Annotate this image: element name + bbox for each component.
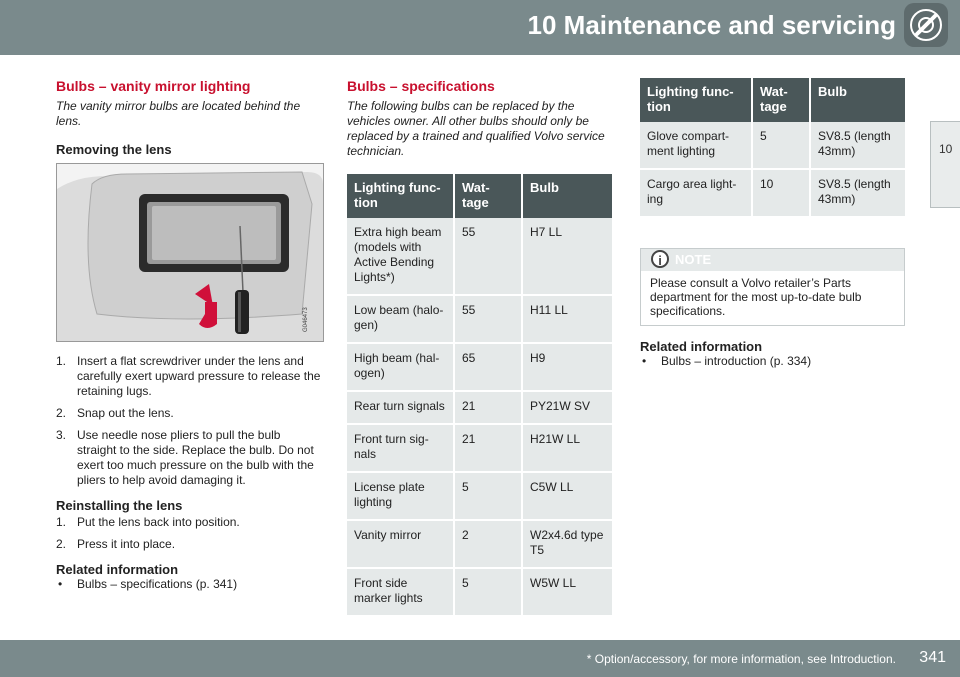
column-header: Lighting func- tion [640, 78, 753, 122]
page-footer [0, 640, 960, 677]
table-cell: H21W LL [523, 425, 612, 473]
table-row [347, 473, 612, 521]
table-row [347, 569, 612, 617]
table-header-row [640, 78, 905, 122]
table-header-row [347, 174, 612, 218]
bulb-spec-table-continued [640, 78, 905, 218]
related-heading-left: Related information [56, 562, 179, 577]
page-number: 341 [919, 649, 946, 666]
table-cell: H7 LL [523, 218, 612, 296]
table-row [347, 218, 612, 296]
column-header: Bulb [523, 174, 612, 218]
list-item: 3. Use needle nose pliers to pull the bulb straight to the side. Replace the bulb. Do not exert too much pressure on the bulb with the pliers to help avoid damaging it. [56, 428, 314, 487]
section-heading-vanity: Bulbs – vanity mirror lighting [56, 78, 251, 94]
list-item: 2. Snap out the lens. [56, 406, 174, 420]
related-link-introduction[interactable]: • Bulbs – introduction (p. 334) [642, 354, 812, 368]
info-icon: i [651, 250, 669, 268]
note-box [640, 248, 905, 326]
table-cell: Rear turn signals [347, 392, 455, 425]
table-cell: PY21W SV [523, 392, 612, 425]
related-link-specifications[interactable]: • Bulbs – specifications (p. 341) [58, 577, 238, 591]
vanity-mirror-illustration [56, 163, 324, 342]
table-row [347, 425, 612, 473]
chapter-tab-label: 10 [939, 142, 953, 156]
right-related [640, 339, 905, 369]
table-cell: 21 [455, 425, 523, 473]
chapter-title: 10 Maintenance and servicing [527, 10, 896, 40]
table-cell: License plate lighting [347, 473, 455, 521]
table-cell: Vanity mirror [347, 521, 455, 569]
table-row [640, 170, 905, 218]
table-cell: 2 [455, 521, 523, 569]
table-cell: W2x4.6d type T5 [523, 521, 612, 569]
note-label: NOTE [675, 252, 712, 267]
wrench-gear-icon [904, 3, 948, 47]
table-cell: 5 [455, 473, 523, 521]
footnote: * Option/accessory, for more information, see Introduction. [586, 652, 896, 666]
table-cell: Front turn sig- nals [347, 425, 455, 473]
removing-steps [56, 354, 322, 488]
section-heading-specifications: Bulbs – specifications [347, 78, 495, 94]
column-header: Wat- tage [455, 174, 523, 218]
table-cell: High beam (hal- ogen) [347, 344, 455, 392]
table-cell: 21 [455, 392, 523, 425]
table-row [640, 122, 905, 170]
column-header: Wat- tage [753, 78, 811, 122]
table-cell: W5W LL [523, 569, 612, 617]
subheading-removing: Removing the lens [56, 142, 172, 157]
note-text: Please consult a Volvo retailer’s Parts department for the most up-to-date bulb specifications. [650, 276, 862, 318]
table-cell: 10 [753, 170, 811, 218]
table-cell: C5W LL [523, 473, 612, 521]
bulb-spec-table [347, 174, 612, 617]
reinstall-steps [56, 515, 322, 552]
table-cell: Front side marker lights [347, 569, 455, 617]
list-item: 1. Insert a flat screwdriver under the lens and carefully exert upward pressure to release the retaining lugs. [56, 354, 321, 398]
section-intro-specifications: The following bulbs can be replaced by the vehicles owner. All other bulbs should only be replaced by a trained and qualified Volvo service technician. [347, 99, 605, 158]
table-cell: 5 [753, 122, 811, 170]
table-row [347, 344, 612, 392]
list-item: 2. Press it into place. [56, 537, 176, 551]
middle-column [347, 78, 612, 617]
column-header: Bulb [811, 78, 905, 122]
page-header [0, 0, 960, 55]
table-cell: 55 [455, 296, 523, 344]
table-cell: H11 LL [523, 296, 612, 344]
subheading-reinstalling: Reinstalling the lens [56, 498, 183, 513]
table-cell: SV8.5 (length 43mm) [811, 170, 905, 218]
chapter-side-tab[interactable] [930, 121, 960, 208]
table-cell: Extra high beam (models with Active Bending Lights*) [347, 218, 455, 296]
table-cell: Cargo area light- ing [640, 170, 753, 218]
right-column [640, 78, 905, 218]
table-row [347, 392, 612, 425]
note-header [641, 249, 904, 271]
table-cell: Glove compart- ment lighting [640, 122, 753, 170]
table-row [347, 521, 612, 569]
table-cell: 65 [455, 344, 523, 392]
table-cell: 55 [455, 218, 523, 296]
table-cell: 5 [455, 569, 523, 617]
table-row [347, 296, 612, 344]
table-cell: SV8.5 (length 43mm) [811, 122, 905, 170]
related-heading-right: Related information [640, 339, 763, 354]
table-cell: Low beam (halo- gen) [347, 296, 455, 344]
figure-code: G046473 [303, 307, 309, 332]
section-intro-vanity: The vanity mirror bulbs are located behind the lens. [56, 99, 301, 128]
left-column [56, 78, 322, 592]
table-cell: H9 [523, 344, 612, 392]
column-header: Lighting func- tion [347, 174, 455, 218]
list-item: 1. Put the lens back into position. [56, 515, 240, 529]
